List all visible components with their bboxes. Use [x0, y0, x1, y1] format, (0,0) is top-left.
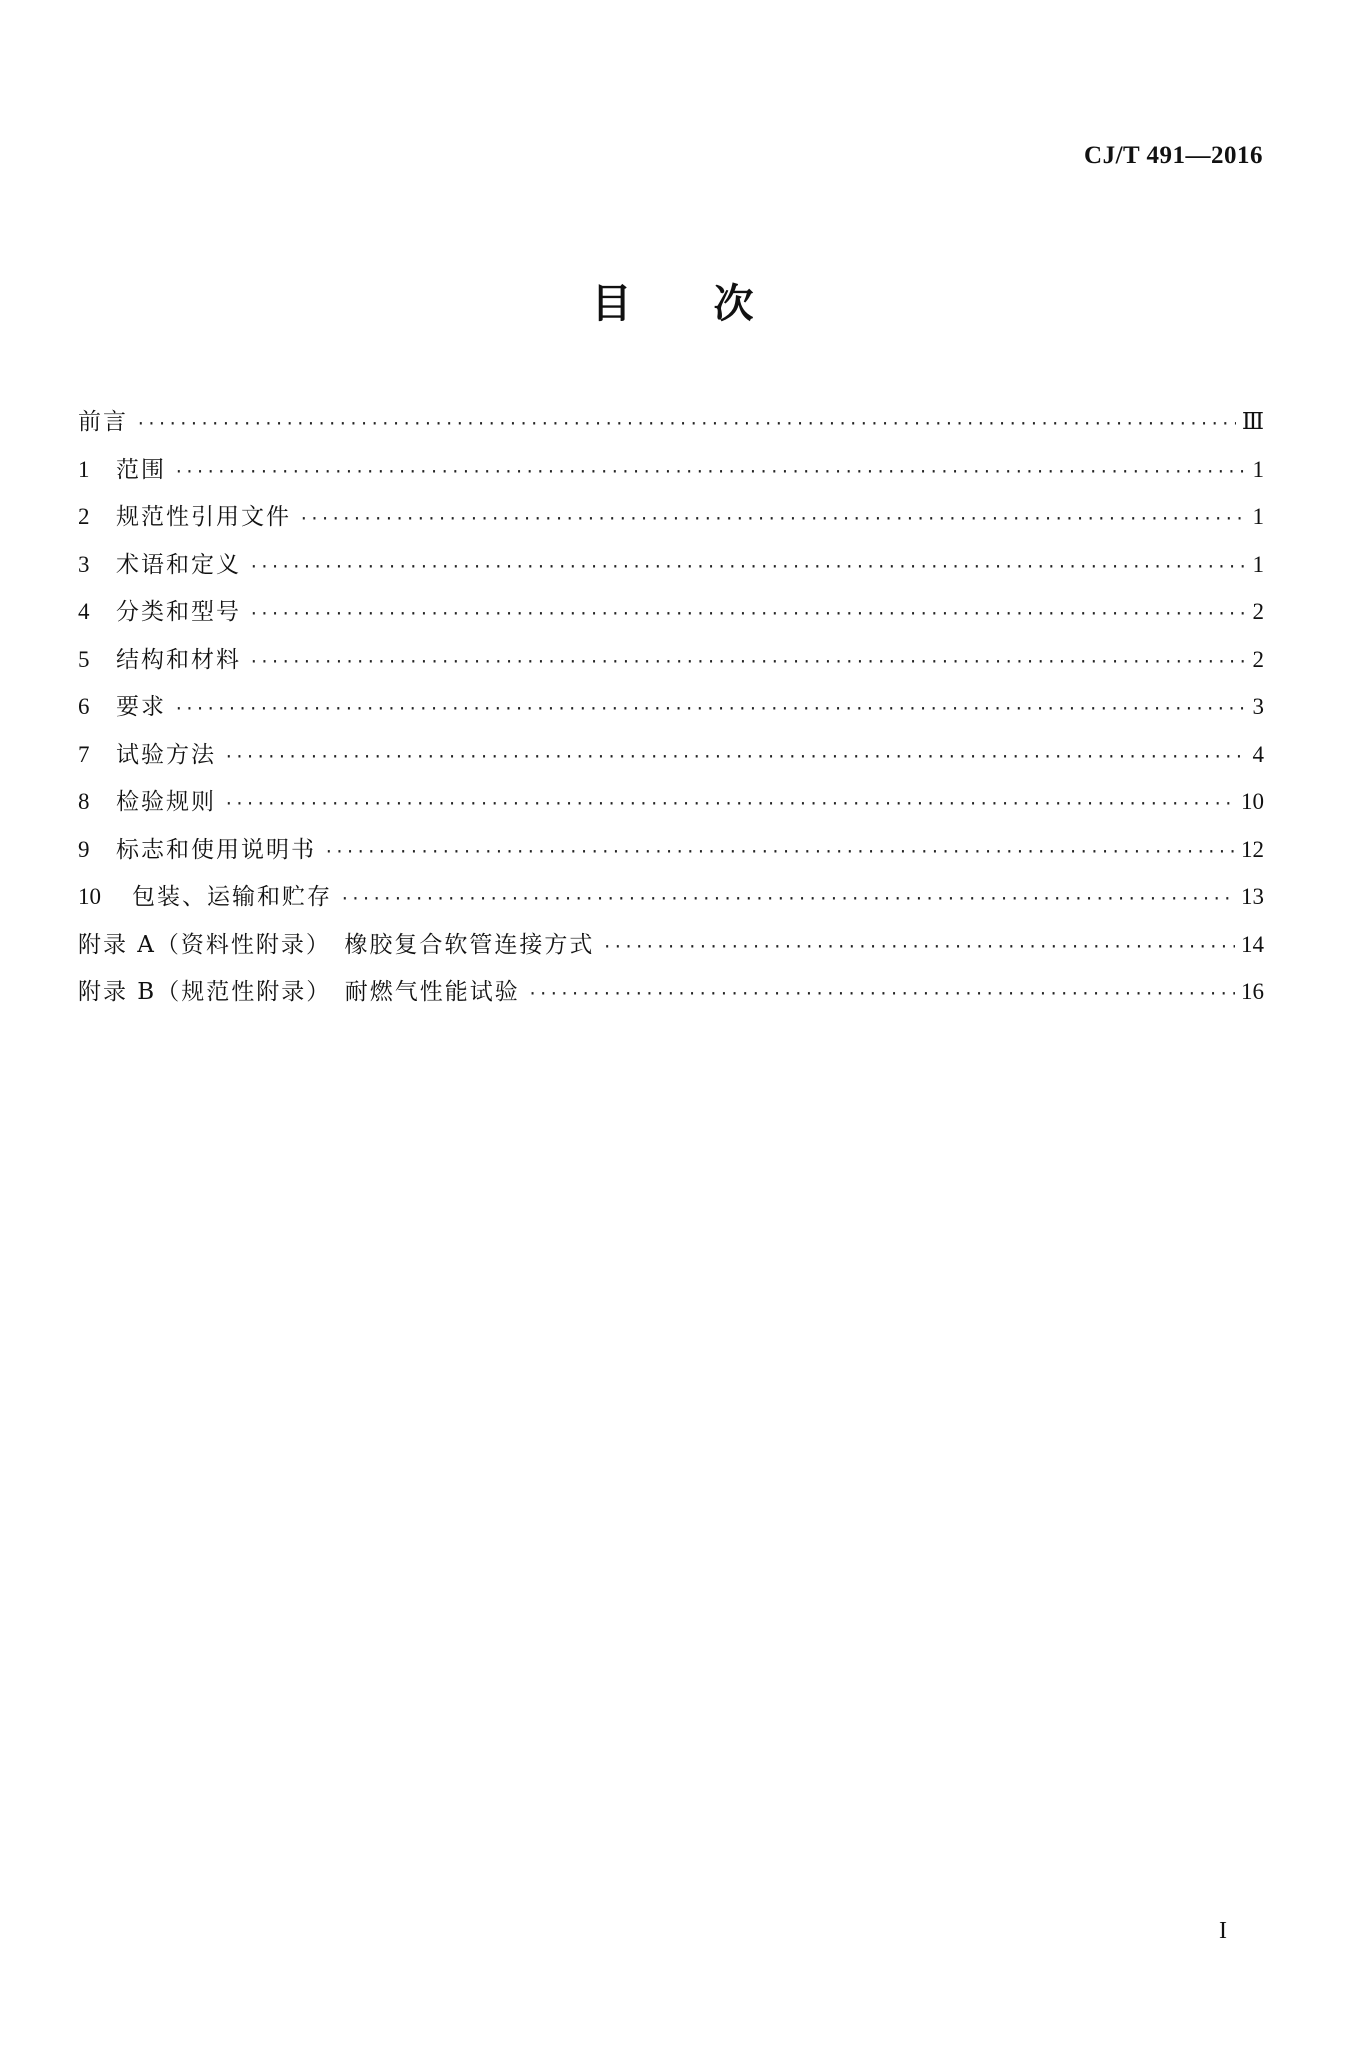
toc-entry-text: 检验规则: [116, 789, 216, 815]
toc-entry-4[interactable]: [78, 588, 1264, 636]
toc-entry-number: 5: [78, 646, 90, 672]
toc-entry-2[interactable]: [78, 493, 1264, 541]
toc-entry-page: 4: [1252, 741, 1264, 767]
toc-entry-6[interactable]: [78, 683, 1264, 731]
toc-leader-dots: [249, 638, 1244, 686]
toc-entry-appendix-a[interactable]: [78, 921, 1264, 969]
toc-entry-text: 范围: [116, 456, 166, 483]
toc-entry-number: 6: [78, 694, 90, 719]
toc-entry-page: Ⅲ: [1241, 409, 1264, 434]
toc-entry-text: 附录 A（资料性附录） 橡胶复合软管连接方式: [78, 931, 595, 958]
toc-entry-text: 包装、运输和贮存: [132, 884, 332, 910]
toc-leader-dots: [224, 733, 1244, 781]
toc-entry-text: 规范性引用文件: [116, 504, 291, 530]
toc-entry-8[interactable]: [78, 778, 1264, 826]
toc-entry-number: 2: [78, 504, 90, 529]
toc-leader-dots: [340, 875, 1235, 923]
toc-entry-1[interactable]: [78, 446, 1264, 494]
toc-entry-page: 3: [1252, 694, 1264, 719]
toc-entry-number: 7: [78, 741, 90, 767]
toc-entry-text: 标志和使用说明书: [116, 836, 316, 863]
toc-entry-text: 分类和型号: [116, 599, 241, 625]
toc-entry-text: 附录 B（规范性附录） 耐燃气性能试验: [78, 979, 520, 1005]
toc-entry-5[interactable]: [78, 636, 1264, 684]
toc-entry-page: 10: [1241, 789, 1264, 814]
toc-entry-10[interactable]: [78, 873, 1264, 921]
toc-leader-dots: [324, 828, 1235, 876]
toc-entry-text: 术语和定义: [116, 551, 241, 578]
toc-leader-dots: [528, 970, 1235, 1018]
standard-code: CJ/T 491—2016: [1084, 142, 1263, 169]
table-of-contents: [78, 398, 1264, 1016]
toc-leader-dots: [249, 590, 1244, 638]
toc-entry-number: 4: [78, 599, 90, 624]
toc-leader-dots: [224, 780, 1235, 828]
toc-leader-dots: [174, 448, 1244, 496]
toc-entry-7[interactable]: [78, 731, 1264, 779]
toc-leader-dots: [174, 685, 1244, 733]
toc-entry-page: 14: [1241, 931, 1264, 957]
page-title: 目次: [591, 281, 836, 327]
toc-entry-number: 1: [78, 456, 90, 482]
toc-leader-dots: [299, 495, 1244, 543]
toc-entry-text: 试验方法: [116, 741, 216, 768]
toc-entry-text: 结构和材料: [116, 646, 241, 673]
toc-entry-page: 1: [1252, 504, 1264, 529]
toc-entry-page: 16: [1241, 979, 1264, 1004]
toc-entry-page: 1: [1252, 551, 1264, 577]
toc-entry-text: 前言: [78, 409, 128, 435]
toc-entry-text: 要求: [116, 694, 166, 720]
toc-entry-foreword[interactable]: [78, 398, 1264, 446]
toc-entry-page: 13: [1241, 884, 1264, 909]
toc-entry-page: 1: [1252, 456, 1264, 482]
toc-entry-page: 2: [1252, 599, 1264, 624]
page-number: I: [1219, 1918, 1227, 1944]
toc-leader-dots: [249, 543, 1244, 591]
toc-entry-number: 3: [78, 551, 90, 577]
toc-entry-page: 12: [1241, 836, 1264, 862]
toc-entry-number: 9: [78, 836, 90, 862]
toc-entry-9[interactable]: [78, 826, 1264, 874]
toc-entry-3[interactable]: [78, 541, 1264, 589]
toc-entry-number: 10: [78, 884, 101, 909]
toc-leader-dots: [602, 923, 1235, 971]
toc-entry-appendix-b[interactable]: [78, 968, 1264, 1016]
toc-entry-page: 2: [1252, 646, 1264, 672]
toc-entry-number: 8: [78, 789, 90, 814]
toc-leader-dots: [136, 400, 1236, 448]
